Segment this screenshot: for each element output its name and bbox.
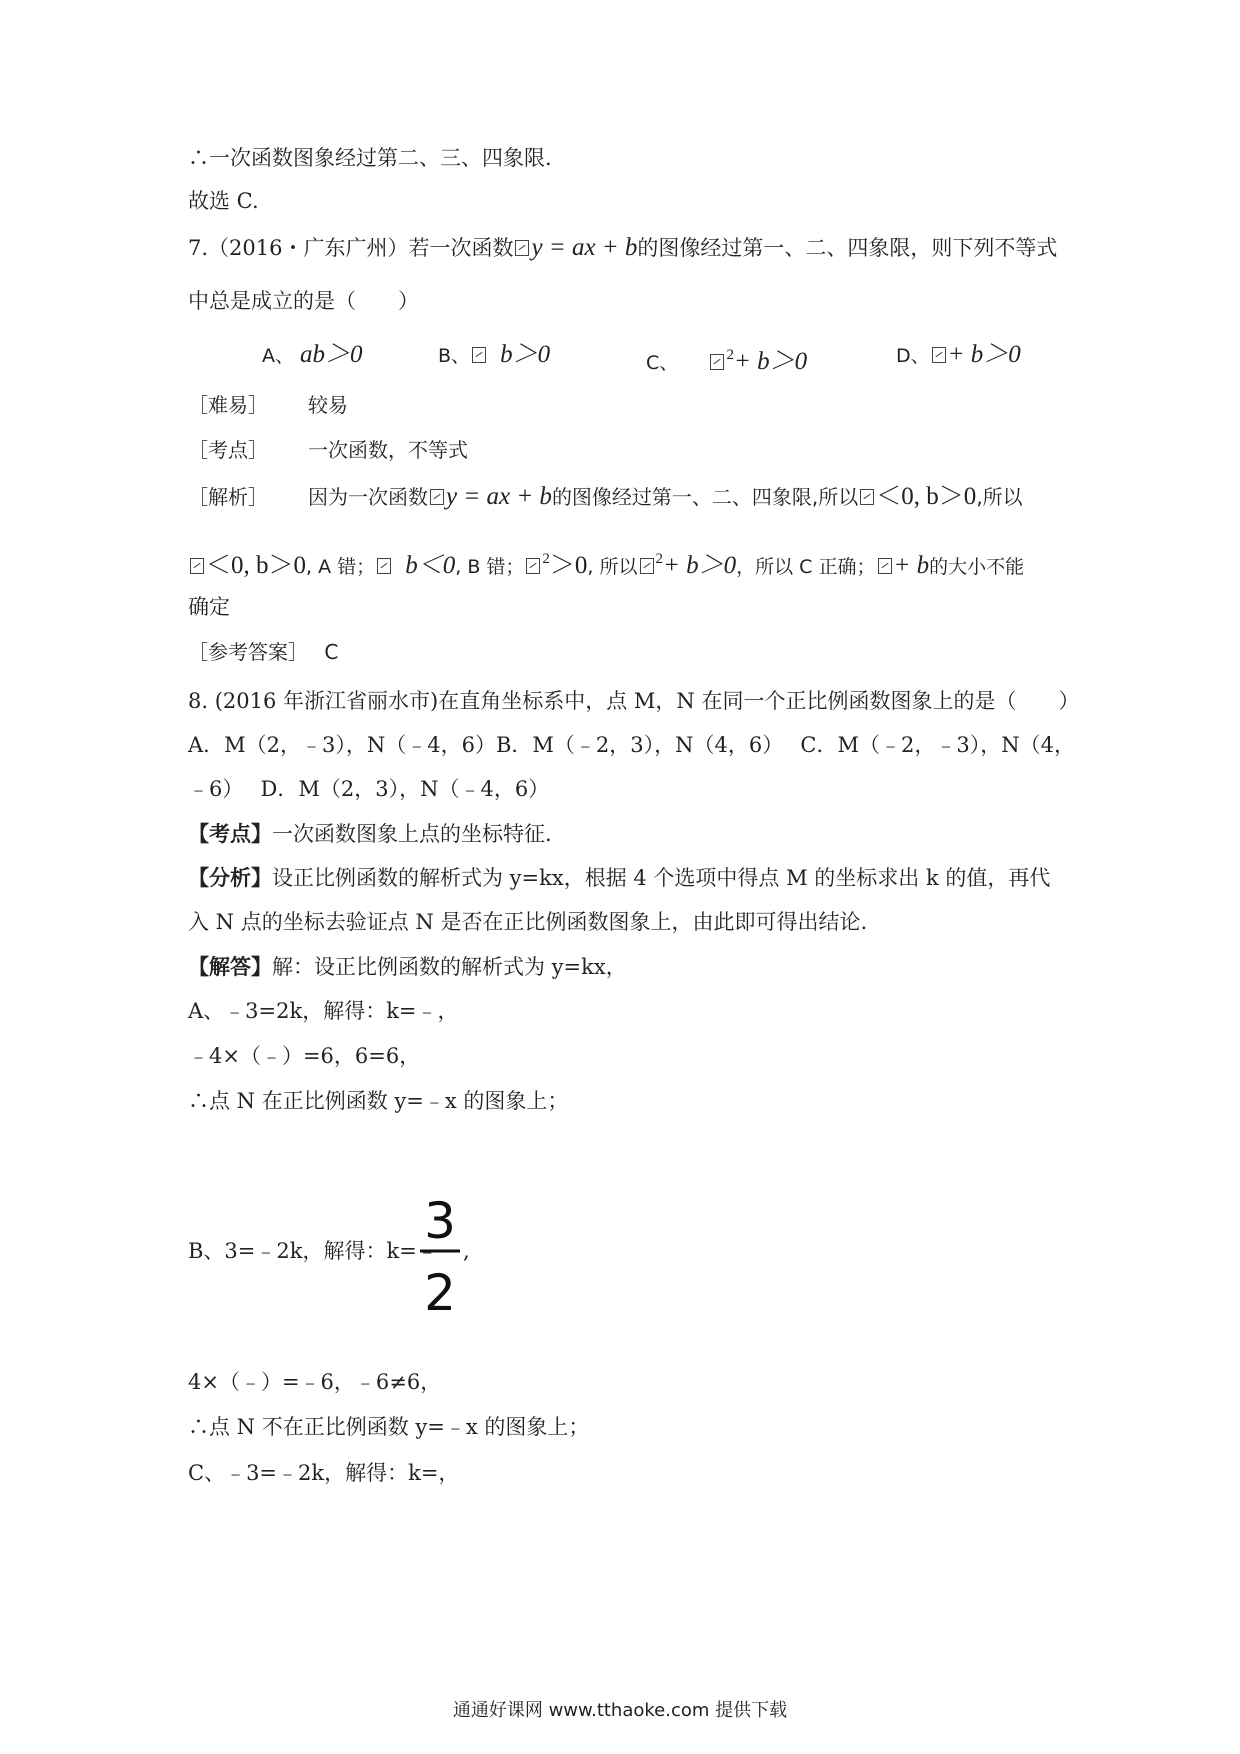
knowledge-point-row	[188, 436, 468, 464]
formula: + b＞0	[733, 348, 808, 375]
page-footer: 通通好课网 www.tthaoke.com 提供下载	[452, 1700, 788, 1721]
formula: + b＞0	[947, 341, 1021, 368]
jieda-tag: 【解答】	[188, 954, 272, 979]
superscript: 2	[542, 551, 550, 567]
formula: + b＞0	[663, 552, 737, 579]
jieda-row	[188, 953, 627, 981]
broken-formula-icon	[860, 489, 874, 505]
analysis-tag: ［解析］	[188, 485, 268, 509]
question-8: 8. (2016 年浙江省丽水市)在直角坐标系中，点 M，N 在同一个正比例函数图象上的是（ ）	[188, 689, 1080, 713]
superscript: 2	[655, 551, 664, 567]
knowledge-point-tag: ［考点］	[188, 438, 268, 462]
text-line: ∴一次函数图象经过第二、三、四象限.	[188, 146, 552, 170]
question-7-suffix: 的图像经过第一、二、四象限，则下列不等式	[637, 236, 1058, 260]
fenxi-line-2: 入 N 点的坐标去验证点 N 是否在正比例函数图象上，由此即可得出结论.	[188, 910, 868, 934]
reference-answer-row	[188, 638, 338, 666]
kaodian-tag: 【考点】	[188, 821, 272, 846]
option-a	[262, 341, 363, 370]
fenxi-row	[188, 864, 1050, 892]
analysis-text: , A 错；	[306, 556, 376, 578]
analysis-line-2	[188, 545, 1024, 581]
solution-line: ∴点 N 在正比例函数 y=﹣x 的图象上；	[188, 1089, 569, 1113]
formula: + b	[893, 552, 930, 579]
broken-formula-icon	[878, 558, 892, 574]
question-8-options-line-2: ﹣6） D．M（2，3），N（﹣4，6）	[188, 777, 550, 801]
formula: ＜0, b＞0	[206, 552, 307, 579]
option-c	[646, 341, 807, 377]
solution-line: C、﹣3=﹣2k，解得：k=，	[188, 1461, 460, 1485]
fenxi-value: 设正比例函数的解析式为 y=kx，根据 4 个选项中得点 M 的坐标求出 k 的值，再代	[272, 866, 1051, 890]
analysis-text: , 所以	[587, 556, 638, 578]
fenxi-tag: 【分析】	[188, 865, 272, 890]
knowledge-point-value: 一次函数，不等式	[308, 438, 468, 462]
question-8-options: A．M（2，﹣3），N（﹣4，6）B．M（﹣2，3），N（4，6） C．M（﹣2，﹣3），N（4，	[188, 733, 1075, 757]
analysis-line-3: 确定	[188, 595, 230, 619]
jieda-value: 解：设正比例函数的解析式为 y=kx，	[272, 955, 627, 979]
solution-line: 4×（﹣）=﹣6，﹣6≠6，	[188, 1370, 442, 1394]
solution-line: A、﹣3=2k，解得：k=﹣，	[188, 999, 459, 1023]
solution-line: B、3=﹣2k，解得：k=﹣	[188, 1239, 438, 1263]
question-7-prefix: 7.（2016・广东广州）若一次函数	[188, 236, 514, 260]
formula: ＞0	[549, 552, 588, 579]
broken-formula-icon	[377, 558, 391, 574]
question-7	[188, 234, 1057, 262]
text-line: 故选 C.	[188, 189, 259, 213]
analysis-row	[188, 483, 1023, 511]
kaodian-value: 一次函数图象上点的坐标特征.	[272, 822, 552, 846]
broken-formula-icon	[710, 354, 724, 370]
analysis-text: 因为一次函数	[308, 485, 428, 509]
option-label: D、	[896, 345, 930, 367]
broken-formula-icon	[430, 489, 444, 505]
option-label: A、	[262, 345, 294, 367]
difficulty-row	[188, 391, 348, 419]
fraction-image	[420, 1186, 460, 1316]
formula: ab＞0	[300, 341, 363, 368]
solution-line: ∴点 N 不在正比例函数 y=﹣x 的图象上；	[188, 1415, 590, 1439]
superscript: 2	[726, 347, 734, 363]
reference-answer-tag: ［参考答案］	[188, 640, 308, 664]
formula: y = ax + b	[446, 483, 552, 510]
reference-answer-value: C	[324, 640, 339, 664]
fraction-numerator: 3	[424, 1192, 456, 1250]
formula: b＞0	[500, 341, 551, 368]
option-label: B、	[438, 345, 471, 367]
analysis-text: , B 错；	[455, 556, 525, 578]
analysis-text: ，所以 C 正确；	[736, 556, 876, 578]
fraction-trailing-comma: ,	[463, 1239, 470, 1263]
broken-formula-icon	[640, 558, 654, 574]
difficulty-tag: ［难易］	[188, 393, 268, 417]
difficulty-value: 较易	[308, 393, 348, 417]
option-label: C、	[646, 352, 679, 374]
broken-formula-icon	[526, 558, 540, 574]
solution-line: ﹣4×（﹣）=6，6=6，	[188, 1044, 421, 1068]
analysis-text: 的图像经过第一、二、四象限,所以	[551, 485, 859, 509]
formula: ＜0, b＞0	[876, 483, 977, 510]
fraction-denominator: 2	[424, 1264, 456, 1316]
kaodian-row	[188, 820, 552, 848]
formula: b＜0	[405, 552, 456, 579]
broken-formula-icon	[190, 558, 204, 574]
broken-formula-icon	[472, 347, 486, 363]
formula: y = ax + b	[531, 234, 638, 261]
broken-formula-icon	[932, 347, 946, 363]
option-b	[438, 341, 550, 370]
analysis-text: 的大小不能	[929, 556, 1025, 578]
broken-formula-icon	[515, 240, 529, 256]
analysis-text: ,所以	[976, 485, 1023, 509]
question-7-line-2: 中总是成立的是（ ）	[188, 289, 419, 313]
option-d	[896, 341, 1021, 370]
